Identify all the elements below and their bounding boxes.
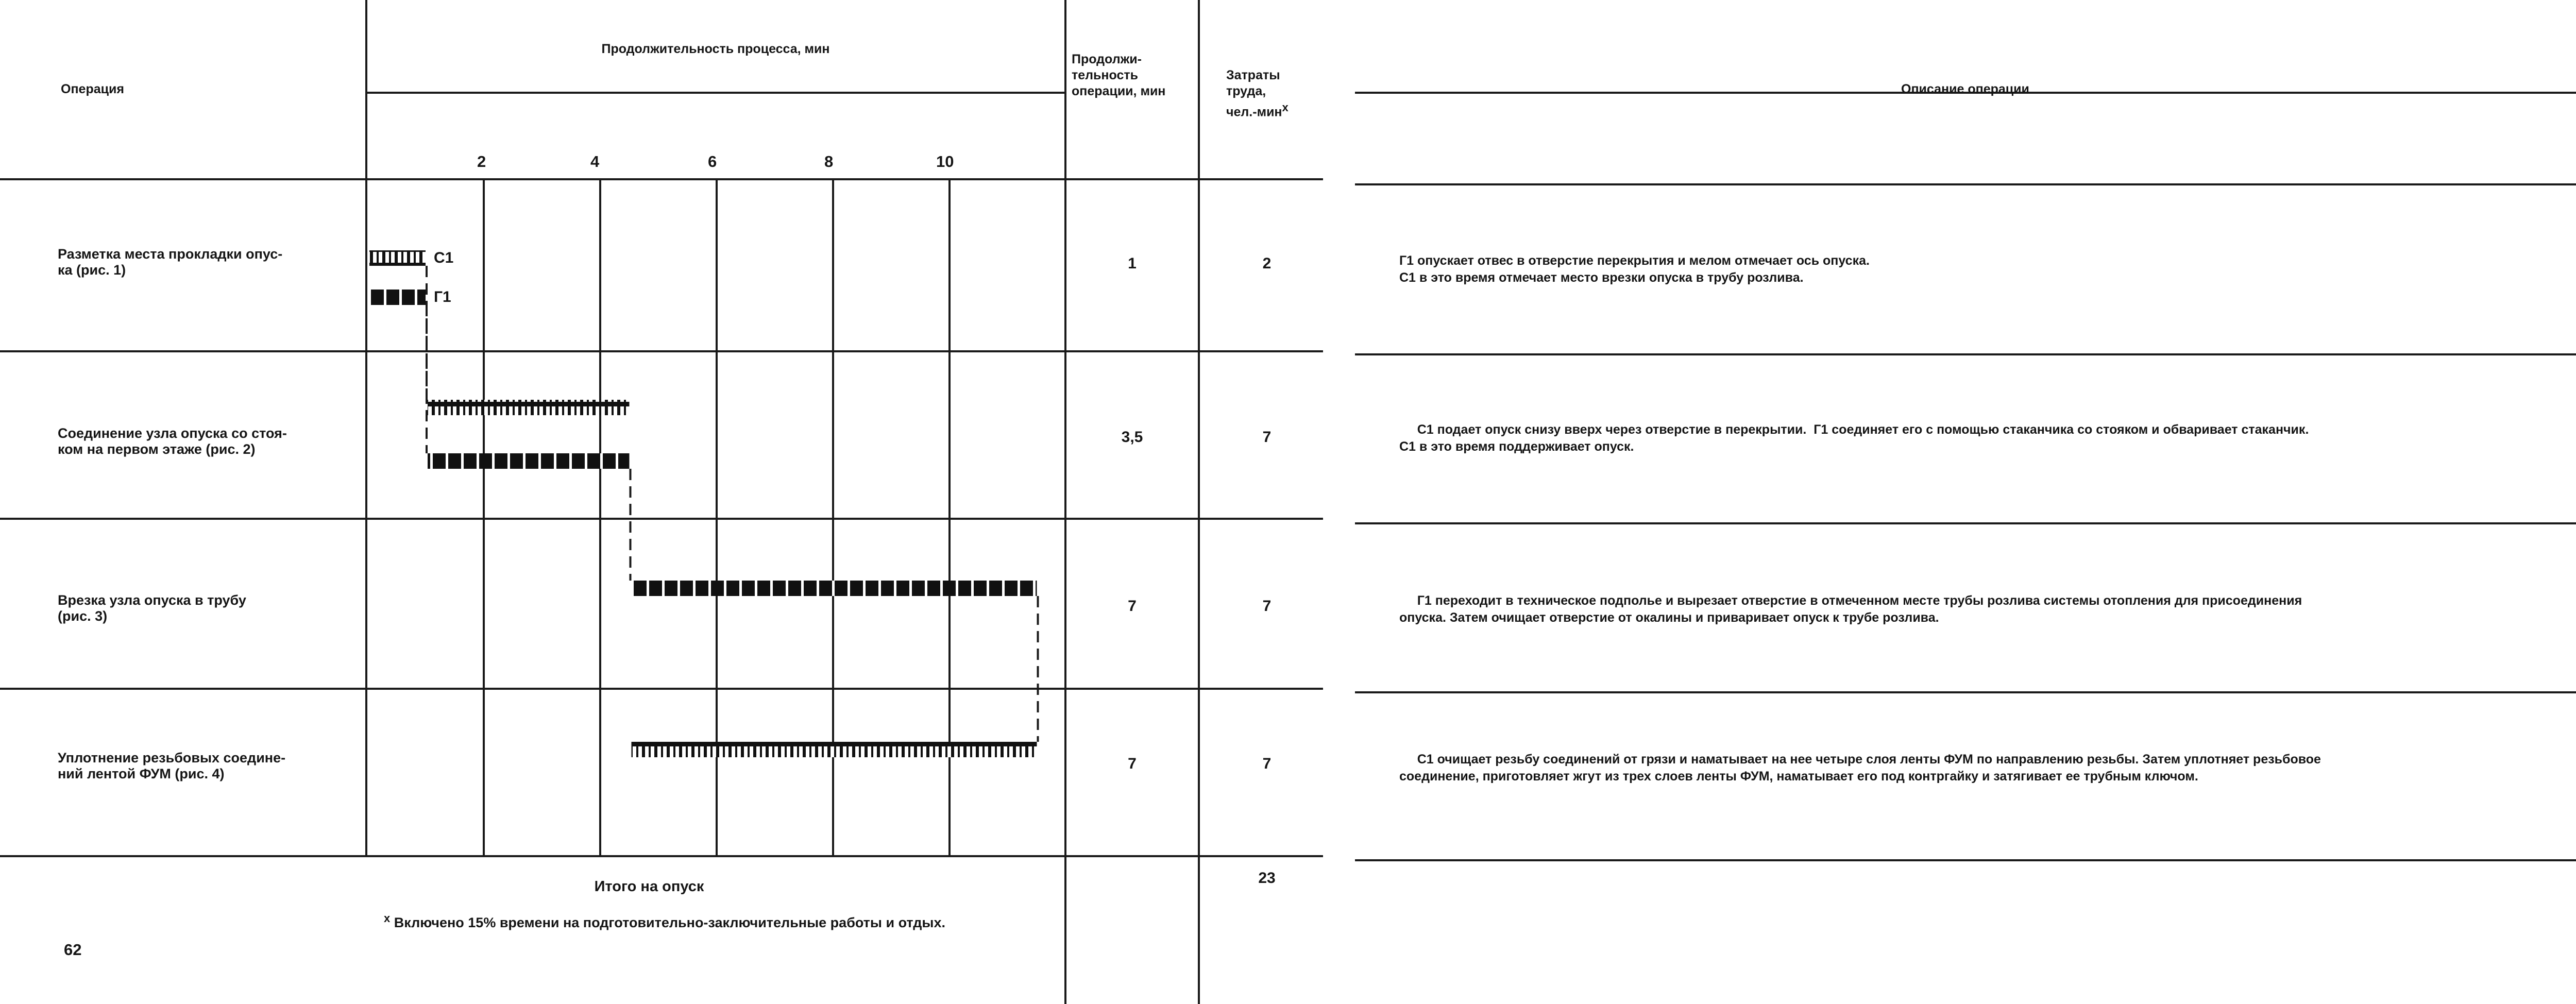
tick-4: 4 <box>590 152 600 171</box>
row-1-duration: 1 <box>1128 255 1137 272</box>
footnote <box>384 912 945 931</box>
row-2-operation: Соединение узла опуска со стоя- ком на первом этаже (рис. 2) <box>58 426 287 457</box>
header-description: Описание операции <box>1901 82 2029 96</box>
tick-6: 6 <box>708 152 717 171</box>
row-2-description: С1 подает опуск снизу вверх через отверстие в перекрытии. Г1 соединяет его с помощью стаканчика со стояком и обваривает стаканчик. С1 в это время поддерживает опуск. <box>1399 422 2309 454</box>
row-4-labor: 7 <box>1262 755 1272 772</box>
gantt-bar-row1-g1 <box>369 290 426 305</box>
total-label: Итого на опуск <box>594 878 704 895</box>
worker-label-c1: С1 <box>434 249 454 266</box>
gantt-bars <box>369 250 1037 757</box>
tick-2: 2 <box>477 152 486 171</box>
row-3-operation: Врезка узла опуска в трубу (рис. 3) <box>58 592 246 624</box>
tick-10: 10 <box>936 152 954 171</box>
row-3-labor: 7 <box>1262 598 1272 615</box>
row-1-operation: Разметка места прокладки опус- ка (рис. 1) <box>58 246 283 278</box>
gantt-bar-row4-c1 <box>632 742 1037 757</box>
gantt-bar-row1-c1 <box>369 250 426 266</box>
row-4-duration: 7 <box>1128 755 1137 772</box>
row-4-operation: Уплотнение резьбовых соедине- ний лентой ФУМ (рис. 4) <box>58 750 286 781</box>
dashed-connectors <box>427 266 1038 742</box>
header-labor-mark: х <box>1282 101 1289 114</box>
worker-label-g1: Г1 <box>434 288 451 305</box>
row-2-duration: 3,5 <box>1121 429 1143 446</box>
footnote-mark: х <box>384 912 391 925</box>
row-3-duration: 7 <box>1128 598 1137 615</box>
row-2-labor: 7 <box>1262 429 1272 446</box>
row-1-description: Г1 опускает отвес в отверстие перекрытия и мелом отмечает ось опуска. С1 в это время отмечает место врезки опуска в трубу розлива. <box>1399 253 1870 285</box>
gantt-bar-row2-g1 <box>428 453 630 469</box>
row-4-description: С1 очищает резьбу соединений от грязи и наматывает на нее четыре слоя ленты ФУМ по направлению резьбы. Затем уплотняет резьбовое соединение, приготовляет жгут из трех слоев ленты ФУМ, наматывает его под контргайку и затягивает ее трубным ключом. <box>1399 752 2321 784</box>
total-labor: 23 <box>1258 870 1276 887</box>
row-3-description: Г1 переходит в техническое подполье и вырезает отверстие в отмеченном месте трубы розлива системы отопления для присоединения опуска. Затем очищает отверстие от окалины и приваривает опуск к трубе розлива. <box>1399 593 2302 625</box>
footnote-text: Включено 15% времени на подготовительно-заключительные работы и отдых. <box>394 915 945 930</box>
header-operation: Операция <box>61 82 124 96</box>
header-labor-text: Затраты труда, чел.-мин <box>1226 68 1282 120</box>
gantt-bar-row3-g1 <box>632 581 1037 596</box>
header-process-duration: Продолжительность процесса, мин <box>601 42 830 56</box>
page-number-left: 62 <box>64 941 82 959</box>
tick-8: 8 <box>824 152 834 171</box>
gantt-bar-row2-c1 <box>428 400 630 415</box>
row-1-labor: 2 <box>1262 255 1272 272</box>
header-op-duration: Продолжи- тельность операции, мин <box>1072 52 1166 98</box>
